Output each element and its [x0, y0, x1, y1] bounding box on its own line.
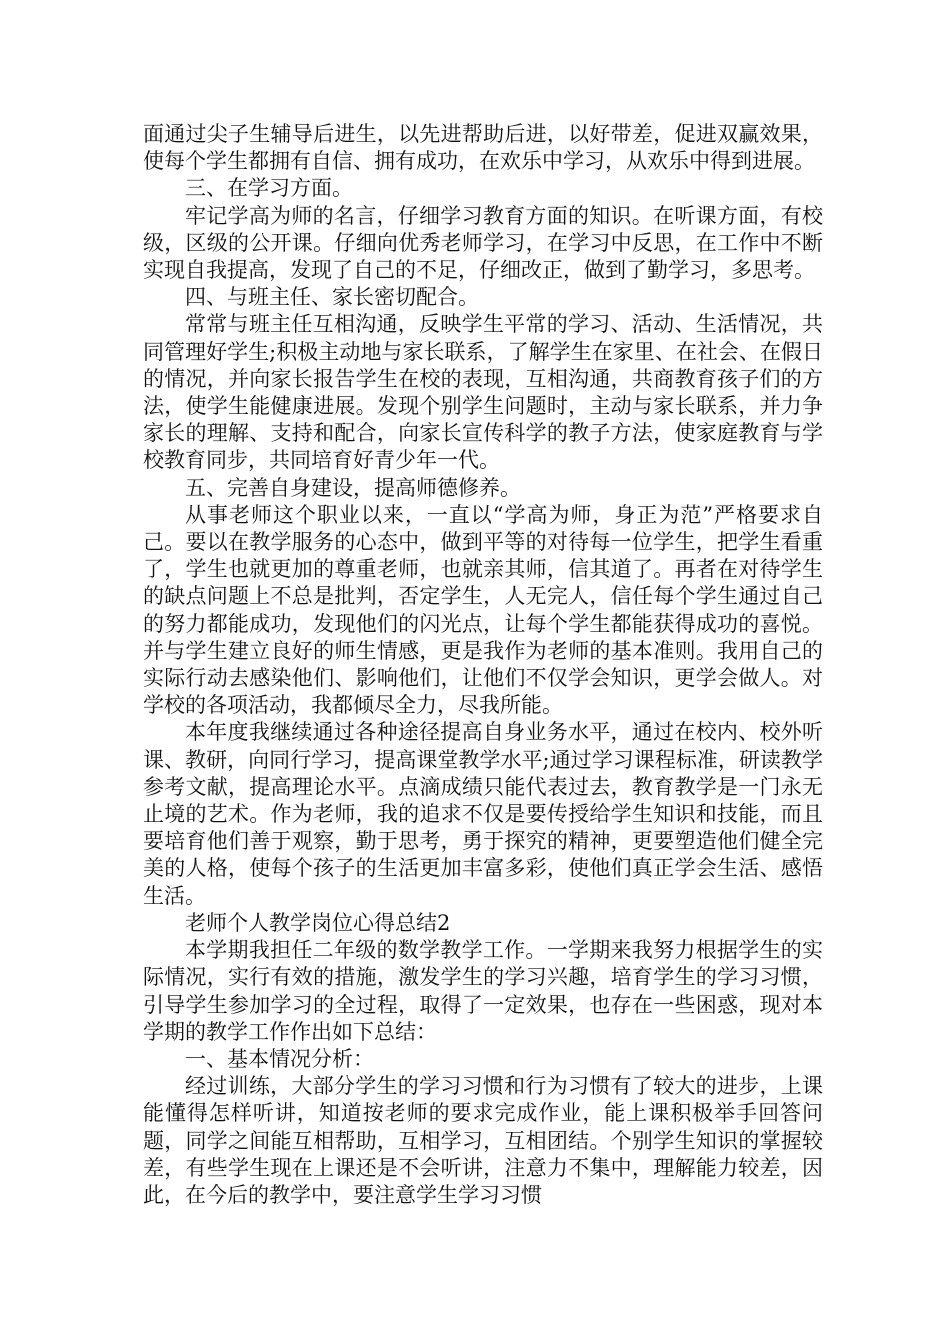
paragraph-self-improvement: 从事老师这个职业以来，一直以“学高为师，身正为范”严格要求自己。要以在教学服务的心态中，做到平等的对待每一位学生，把学生看重了，学生也就更加的尊重老师，也就亲其师，信其道了。再者在对待学生的缺点问题上不总是批判，否定学生，人无完人，信任每个学生通过自己的努力都能成功，发现他们的闪光点，让每个学生都能获得成功的喜悦。并与学生建立良好的师生情感，更是我作为老师的基本准则。我用自己的实际行动去感染他们、影响他们，让他们不仅学会知识，更学会做人。对学校的各项活动，我都倾尽全力，尽我所能。 — [143, 502, 823, 718]
paragraph-cooperation: 常常与班主任互相沟通，反映学生平常的学习、活动、生活情况，共同管理好学生;积极主动地与家长联系，了解学生在家里、在社会、在假日的情况，并向家长报告学生在校的表现，互相沟通，共商教育孩子们的方法，使学生能健康进展。发现个别学生问题时，主动与家长联系，并力争家长的理解、支持和配合，向家长宣传科学的教子方法，使家庭教育与学校教育同步，共同培育好青少年一代。 — [143, 312, 823, 473]
section-title-summary-2: 老师个人教学岗位心得总结2 — [185, 910, 451, 935]
paragraph-basic-analysis: 经过训练，大部分学生的学习习惯和行为习惯有了较大的进步，上课能懂得怎样听讲，知道按老师的要求完成作业，能上课积极举手回答问题，同学之间能互相帮助，互相学习，互相团结。个别学生知识的掌握较差，有些学生现在上课还是不会听讲，注意力不集中，理解能力较差，因此，在今后的教学中，要注意学生学习习惯 — [143, 1074, 823, 1207]
heading-learning: 三、在学习方面。 — [185, 176, 353, 201]
document-page — [143, 121, 823, 1209]
heading-basic-analysis: 一、基本情况分析： — [185, 1046, 374, 1071]
heading-self-improvement: 五、完善自身建设，提高师德修养。 — [185, 475, 521, 500]
paragraph-professional-growth: 本年度我继续通过各种途径提高自身业务水平，通过在校内、校外听课、教研，向同行学习，提高课堂教学水平;通过学习课程标准，研读教学参考文献，提高理论水平。点滴成绩只能代表过去，教育教学是一门永无止境的艺术。作为老师，我的追求不仅是要传授给学生知识和技能，而且要培育他们善于观察，勤于思考，勇于探究的精神，更要塑造他们健全完美的人格，使每个孩子的生活更加丰富多彩，使他们真正学会生活、感悟生活。 — [143, 720, 823, 908]
paragraph-learning: 牢记学高为师的名言，仔细学习教育方面的知识。在听课方面，有校级，区级的公开课。仔细向优秀老师学习，在学习中反思，在工作中不断实现自我提高，发现了自己的不足，仔细改正，做到了勤学习，多思考。 — [143, 203, 823, 283]
paragraph-intro-continuation: 面通过尖子生辅导后进生，以先进帮助后进，以好带差，促进双赢效果，使每个学生都拥有自信、拥有成功，在欢乐中学习，从欢乐中得到进展。 — [143, 122, 823, 174]
paragraph-summary-intro: 本学期我担任二年级的数学教学工作。一学期来我努力根据学生的实际情况，实行有效的措施，激发学生的学习兴趣，培育学生的学习习惯，引导学生参加学习的全过程，取得了一定效果，也存在一些困惑，现对本学期的教学工作作出如下总结： — [143, 938, 823, 1044]
heading-cooperation: 四、与班主任、家长密切配合。 — [185, 285, 479, 310]
